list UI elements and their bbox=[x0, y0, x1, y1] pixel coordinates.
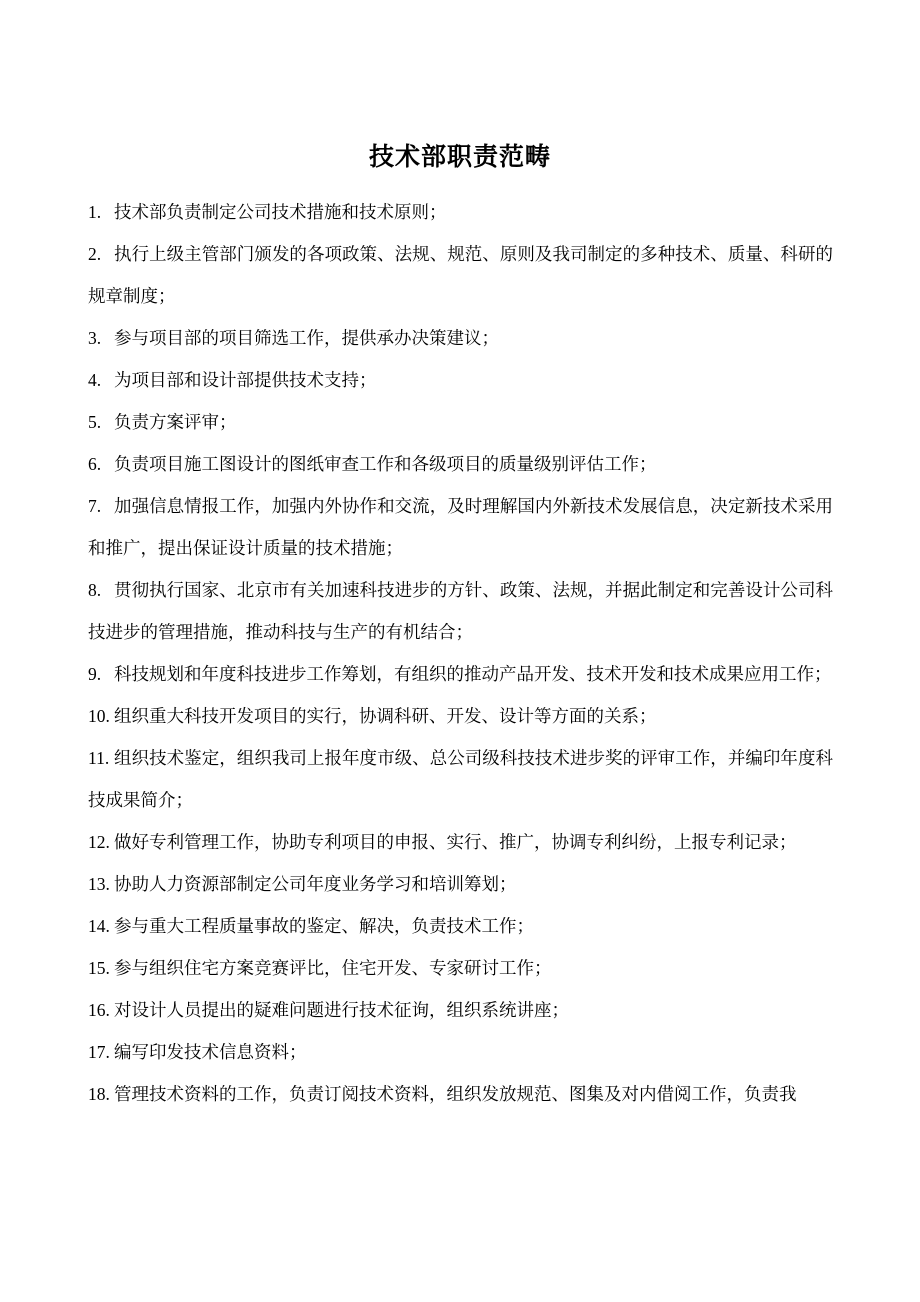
item-number: 9. bbox=[88, 664, 102, 684]
item-text: 参与重大工程质量事故的鉴定、解决，负责技术工作； bbox=[114, 916, 534, 936]
item-number: 6. bbox=[88, 454, 102, 474]
item-number: 17. bbox=[88, 1042, 110, 1062]
list-item bbox=[88, 905, 833, 947]
document-title: 技术部职责范畴 bbox=[368, 144, 551, 171]
item-text: 做好专利管理工作，协助专利项目的申报、实行、推广，协调专利纠纷，上报专利记录； bbox=[114, 832, 797, 852]
list-item bbox=[88, 695, 833, 737]
list-item bbox=[88, 485, 833, 569]
list-item bbox=[88, 989, 833, 1031]
list-item bbox=[88, 737, 833, 821]
item-number: 13. bbox=[88, 874, 110, 894]
item-number: 16. bbox=[88, 1000, 110, 1020]
item-number: 18. bbox=[88, 1084, 110, 1104]
list-item bbox=[88, 947, 833, 989]
item-text: 科技规划和年度科技进步工作筹划，有组织的推动产品开发、技术开发和技术成果应用工作； bbox=[114, 664, 832, 684]
list-item bbox=[88, 653, 833, 695]
item-text: 组织重大科技开发项目的实行，协调科研、开发、设计等方面的关系； bbox=[114, 706, 657, 726]
list-item bbox=[88, 1031, 833, 1073]
list-item bbox=[88, 443, 833, 485]
list-item bbox=[88, 821, 833, 863]
list-item bbox=[88, 191, 833, 233]
item-number: 4. bbox=[88, 370, 102, 390]
item-number: 7. bbox=[88, 496, 102, 516]
item-text: 管理技术资料的工作，负责订阅技术资料，组织发放规范、图集及对内借阅工作，负责我 bbox=[114, 1084, 797, 1104]
item-text: 协助人力资源部制定公司年度业务学习和培训筹划； bbox=[114, 874, 517, 894]
item-number: 12. bbox=[88, 832, 110, 852]
list-item bbox=[88, 569, 833, 653]
item-number: 10. bbox=[88, 706, 110, 726]
list-item bbox=[88, 1073, 833, 1115]
item-number: 8. bbox=[88, 580, 102, 600]
item-text: 对设计人员提出的疑难问题进行技术征询，组织系统讲座； bbox=[114, 1000, 569, 1020]
item-text: 参与项目部的项目筛选工作，提供承办决策建议； bbox=[114, 328, 499, 348]
item-text: 技术部负责制定公司技术措施和技术原则； bbox=[114, 202, 447, 222]
item-number: 14. bbox=[88, 916, 110, 936]
item-number: 2. bbox=[88, 244, 102, 264]
item-text: 贯彻执行国家、北京市有关加速科技进步的方针、政策、法规，并据此制定和完善设计公司科技进步的管理措施，推动科技与生产的有机结合； bbox=[88, 580, 833, 642]
item-text: 组织技术鉴定，组织我司上报年度市级、总公司级科技技术进步奖的评审工作，并编印年度科技成果简介； bbox=[88, 748, 833, 810]
item-number: 11. bbox=[88, 748, 110, 768]
list-item bbox=[88, 401, 833, 443]
list-item bbox=[88, 317, 833, 359]
item-number: 3. bbox=[88, 328, 102, 348]
list-item bbox=[88, 863, 833, 905]
list-item bbox=[88, 233, 833, 317]
item-text: 为项目部和设计部提供技术支持； bbox=[114, 370, 377, 390]
item-text: 执行上级主管部门颁发的各项政策、法规、规范、原则及我司制定的多种技术、质量、科研的规章制度； bbox=[88, 244, 833, 306]
item-number: 15. bbox=[88, 958, 110, 978]
item-text: 参与组织住宅方案竞赛评比，住宅开发、专家研讨工作； bbox=[114, 958, 552, 978]
list-item bbox=[88, 359, 833, 401]
item-text: 负责项目施工图设计的图纸审查工作和各级项目的质量级别评估工作； bbox=[114, 454, 657, 474]
responsibilities-list bbox=[88, 191, 833, 1115]
item-number: 1. bbox=[88, 202, 102, 222]
item-text: 加强信息情报工作，加强内外协作和交流，及时理解国内外新技术发展信息，决定新技术采用和推广，提出保证设计质量的技术措施； bbox=[88, 496, 833, 558]
item-text: 编写印发技术信息资料； bbox=[114, 1042, 307, 1062]
item-number: 5. bbox=[88, 412, 102, 432]
item-text: 负责方案评审； bbox=[114, 412, 237, 432]
